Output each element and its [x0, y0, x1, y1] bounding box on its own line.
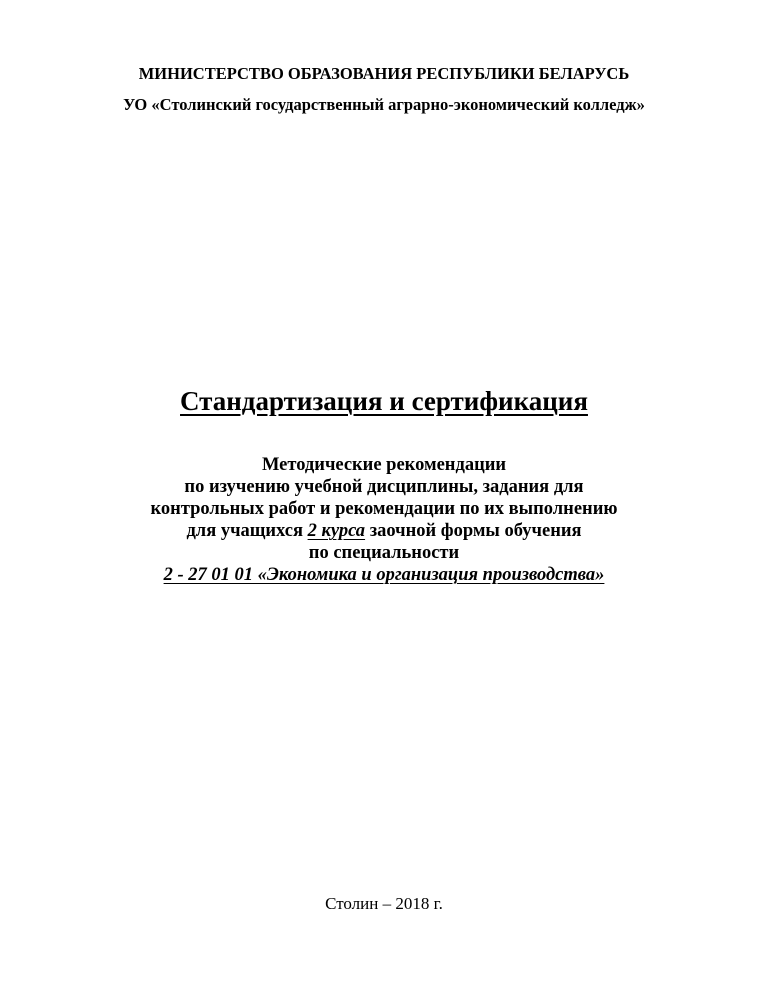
specialty-line — [0, 564, 768, 586]
place-year: Столин – 2018 г. — [325, 894, 443, 913]
description-line-4-prefix: для учащихся — [186, 521, 308, 541]
description-line-1: Методические рекомендации — [261, 455, 507, 475]
description-line-2: по изучению учебной дисциплины, задания для — [184, 477, 584, 497]
description-line-4-suffix: заочной формы обучения — [365, 521, 582, 541]
specialty-code: 2 - 27 01 01 «Экономика и организация производства» — [163, 565, 605, 585]
description-line-3: контрольных работ и рекомендации по их выполнению — [150, 499, 618, 519]
description-line-5: по специальности — [308, 543, 460, 563]
college-header: УО «Столинский государственный аграрно-экономический колледж» — [123, 95, 645, 114]
course-number: 2 курса — [307, 521, 366, 541]
ministry-header: МИНИСТЕРСТВО ОБРАЗОВАНИЯ РЕСПУБЛИКИ БЕЛАРУСЬ — [138, 64, 630, 83]
description-line-4 — [0, 520, 768, 542]
document-title: Стандартизация и сертификация — [180, 386, 588, 416]
